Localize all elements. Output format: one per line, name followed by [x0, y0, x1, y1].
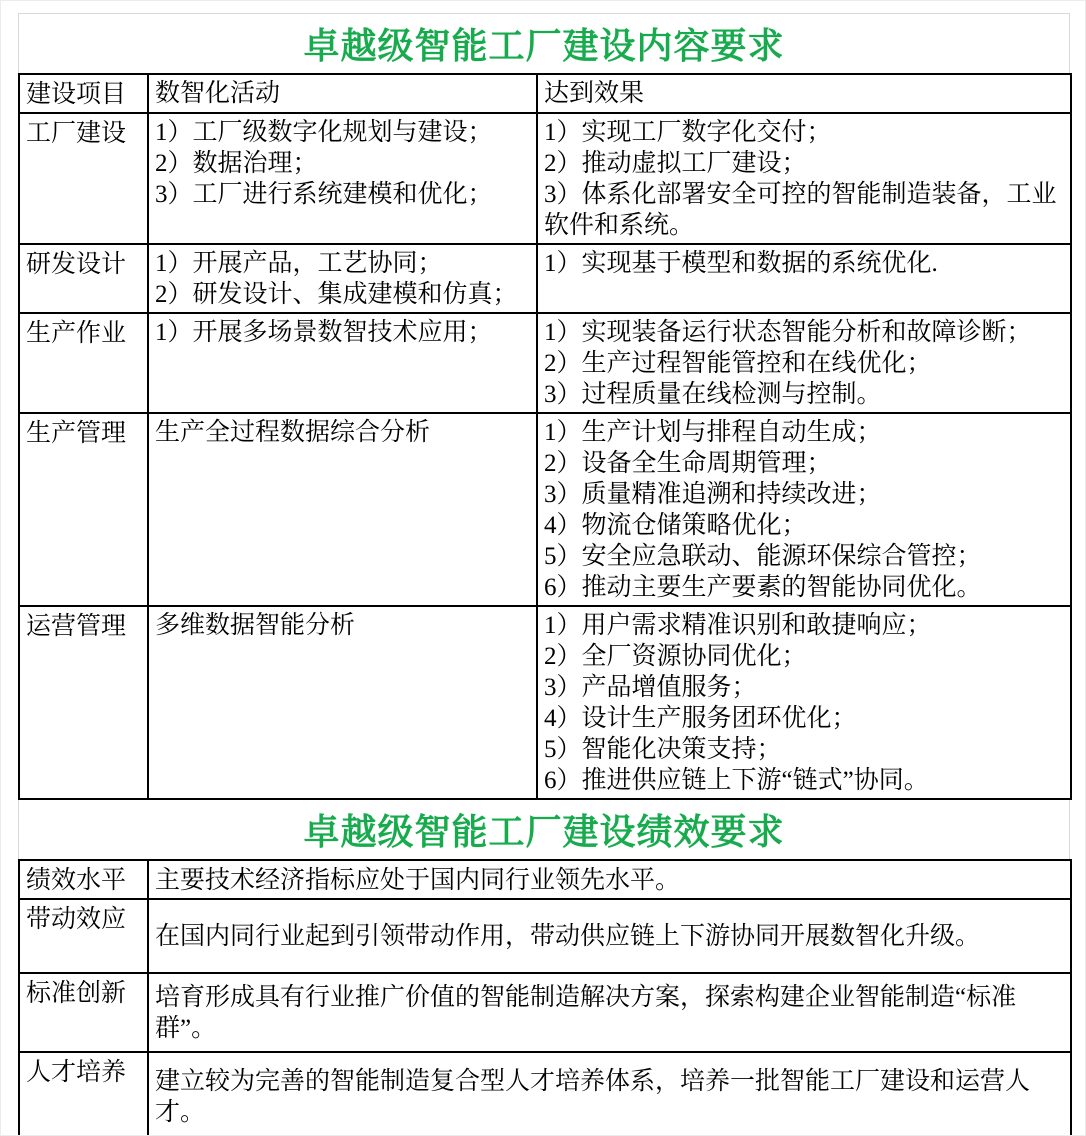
table-row-production-management: [19, 413, 1071, 606]
effects-cell: [537, 413, 1071, 606]
perf-label-cell: 带动效应: [19, 899, 148, 973]
content-requirements-table: [18, 73, 1072, 800]
content-requirements-title: 卓越级智能工厂建设内容要求: [18, 13, 1070, 73]
effects-cell: [537, 113, 1071, 244]
list-item: 1）工厂级数字化规划与建设；: [155, 119, 493, 146]
list-item: 1）实现基于模型和数据的系统优化.: [544, 250, 938, 277]
performance-requirements-table: [18, 859, 1072, 1136]
list-item: 6）推动主要生产要素的智能协同优化。: [544, 574, 982, 601]
table-row-production-operation: [19, 313, 1071, 413]
list-item: 1）生产计划与排程自动生成；: [544, 419, 882, 446]
list-item: 2）数据治理；: [155, 150, 318, 177]
list-item: 1）开展产品，工艺协同；: [155, 250, 443, 277]
activities-cell: [148, 606, 537, 799]
header-cell-activities: 数智化活动: [148, 74, 537, 113]
list-item: 2）生产过程智能管控和在线优化；: [544, 350, 932, 377]
list-item: 5）智能化决策支持；: [544, 736, 782, 763]
activities-cell: [148, 244, 537, 313]
list-item: 3）工厂进行系统建模和优化；: [155, 181, 493, 208]
table-row-factory-construction: [19, 113, 1071, 244]
perf-label-cell: 绩效水平: [19, 860, 148, 899]
project-cell: 运营管理: [19, 606, 148, 799]
list-item: 2）全厂资源协同优化；: [544, 643, 807, 670]
activities-cell: [148, 313, 537, 413]
perf-content-cell: 主要技术经济指标应处于国内同行业领先水平。: [148, 860, 1071, 899]
content-table-header-row: [19, 74, 1071, 113]
table-row-performance-level: [19, 860, 1071, 899]
list-item: 3）质量精准追溯和持续改进；: [544, 481, 882, 508]
table-row-rd-design: [19, 244, 1071, 313]
effects-cell: [537, 313, 1071, 413]
list-item: 生产全过程数据综合分析: [155, 419, 431, 446]
list-item: 2）设备全生命周期管理；: [544, 450, 832, 477]
effects-cell: [537, 606, 1071, 799]
list-item: 1）用户需求精准识别和敢捷响应；: [544, 612, 932, 639]
list-item: 3）体系化部署安全可控的智能制造装备，工业软件和系统。: [544, 181, 1057, 239]
table-row-operations-management: [19, 606, 1071, 799]
perf-label-cell: 人才培养: [19, 1052, 148, 1136]
perf-content-cell: 培育形成具有行业推广价值的智能制造解决方案，探索构建企业智能制造“标准群”。: [148, 973, 1071, 1052]
list-item: 3）过程质量在线检测与控制。: [544, 381, 882, 408]
table-row-driving-effect: [19, 899, 1071, 973]
perf-content-cell: 建立较为完善的智能制造复合型人才培养体系，培养一批智能工厂建设和运营人才。: [148, 1052, 1071, 1136]
project-cell: 生产作业: [19, 313, 148, 413]
list-item: 多维数据智能分析: [155, 612, 356, 639]
project-cell: 生产管理: [19, 413, 148, 606]
list-item: 1）实现装备运行状态智能分析和故障诊断；: [544, 319, 1032, 346]
list-item: 5）安全应急联动、能源环保综合管控；: [544, 543, 982, 570]
perf-label-cell: 标准创新: [19, 973, 148, 1052]
project-cell: 工厂建设: [19, 113, 148, 244]
activities-cell: [148, 413, 537, 606]
project-cell: 研发设计: [19, 244, 148, 313]
list-item: 1）实现工厂数字化交付；: [544, 119, 832, 146]
perf-content-cell: 在国内同行业起到引领带动作用，带动供应链上下游协同开展数智化升级。: [148, 899, 1071, 973]
sheet: [18, 13, 1070, 1136]
list-item: 3）产品增值服务；: [544, 674, 757, 701]
activities-cell: [148, 113, 537, 244]
header-cell-effects: 达到效果: [537, 74, 1071, 113]
performance-requirements-title: 卓越级智能工厂建设绩效要求: [18, 800, 1070, 859]
header-cell-project: 建设项目: [19, 74, 148, 113]
list-item: 6）推进供应链上下游“链式”协同。: [544, 767, 929, 794]
list-item: 2）研发设计、集成建模和仿真；: [155, 281, 518, 308]
effects-cell: [537, 244, 1071, 313]
list-item: 4）设计生产服务团环优化；: [544, 705, 857, 732]
list-item: 2）推动虚拟工厂建设；: [544, 150, 807, 177]
list-item: 1）开展多场景数智技术应用；: [155, 319, 493, 346]
table-row-talent-cultivation: [19, 1052, 1071, 1136]
table-row-standard-innovation: [19, 973, 1071, 1052]
list-item: 4）物流仓储策略优化；: [544, 512, 807, 539]
